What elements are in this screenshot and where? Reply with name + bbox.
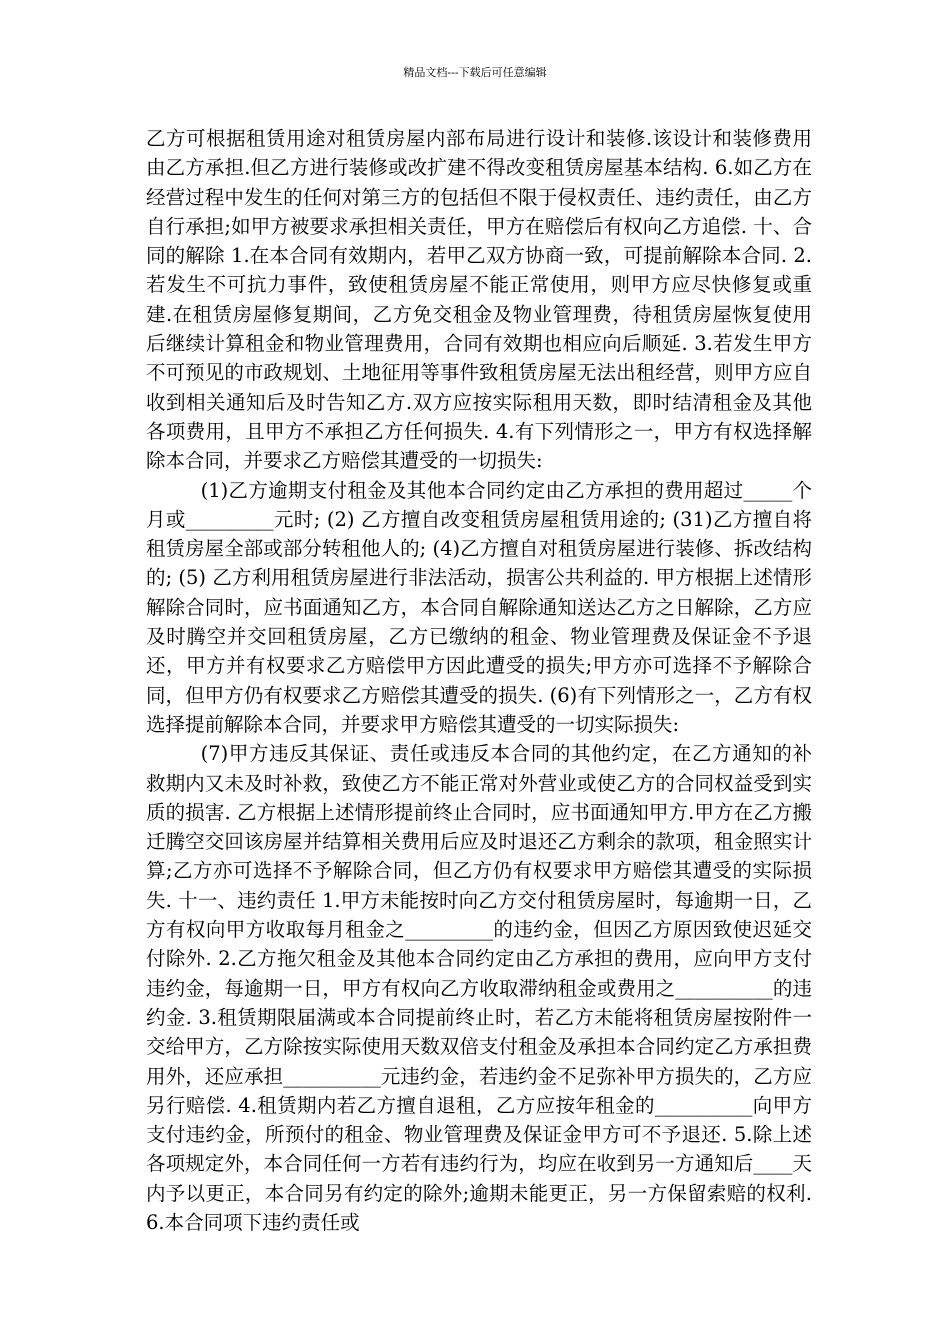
document-body bbox=[146, 124, 812, 1237]
paragraph-landlord-rights: (1)乙方逾期支付租金及其他本合同约定由乙方承担的费用超过_____个月或_________元时; (2) 乙方擅自改变租赁房屋租赁用途的; (31)乙方擅自将租赁房屋全部或部分转租他人的; (4)乙方擅自对租赁房屋进行装修、拆改结构的; (5) 乙方利用租赁房屋进行非法活动，损害公共利益的. 甲方根据上述情形解除合同时，应书面通知乙方，本合同自解除通知送达乙方之日解除，乙方应及时腾空并交回租赁房屋，乙方已缴纳的租金、物业管理费及保证金不予退还，甲方并有权要求乙方赔偿甲方因此遭受的损失;甲方亦可选择不予解除合同，但甲方仍有权要求乙方赔偿其遭受的损失. (6)有下列情形之一，乙方有权选择提前解除本合同，并要求甲方赔偿其遭受的一切实际损失: bbox=[146, 478, 812, 736]
paragraph-termination: 乙方可根据租赁用途对租赁房屋内部布局进行设计和装修.该设计和装修费用由乙方承担.但乙方进行装修或改扩建不得改变租赁房屋基本结构. 6.如乙方在经营过程中发生的任何对第三方的包括但不限于侵权责任、违约责任，由乙方自行承担;如甲方被要求承担相关责任，甲方在赔偿后有权向乙方追偿. 十、合同的解除 1.在本合同有效期内，若甲乙双方协商一致，可提前解除本合同. 2.若发生不可抗力事件，致使租赁房屋不能正常使用，则甲方应尽快修复或重建.在租赁房屋修复期间，乙方免交租金及物业管理费，待租赁房屋恢复使用后继续计算租金和物业管理费用，合同有效期也相应向后顺延. 3.若发生甲方不可预见的市政规划、土地征用等事件致租赁房屋无法出租经营，则甲方应自收到相关通知后及时告知乙方.双方应按实际租用天数，即时结清租金及其他各项费用，且甲方不承担乙方任何损失. 4.有下列情形之一，甲方有权选择解除本合同，并要求乙方赔偿其遭受的一切损失: bbox=[146, 127, 812, 473]
page-header: 精品文档---下载后可任意编辑 bbox=[403, 66, 547, 79]
paragraph-breach-liability: (7)甲方违反其保证、责任或违反本合同的其他约定，在乙方通知的补救期内又未及时补救，致使乙方不能正常对外营业或使乙方的合同权益受到实质的损害. 乙方根据上述情形提前终止合同时，应书面通知甲方.甲方在乙方搬迁腾空交回该房屋并结算相关费用后应及时退还乙方剩余的款项，租金照实计算;乙方亦可选择不予解除合同，但乙方仍有权要求甲方赔偿其遭受的实际损失. 十一、违约责任 1.甲方未能按时向乙方交付租赁房屋时，每逾期一日，乙方有权向甲方收取每月租金之_________的违约金，但因乙方原因致使迟延交付除外. 2.乙方拖欠租金及其他本合同约定由乙方承担的费用，应向甲方支付违约金，每逾期一日，甲方有权向乙方收取滞纳租金或费用之__________的违约金. 3.租赁期限届满或本合同提前终止时，若乙方未能将租赁房屋按附件一交给甲方，乙方除按实际使用天数双倍支付租金及承担本合同约定乙方承担费用外，还应承担__________元违约金，若违约金不足弥补甲方损失的，乙方应另行赔偿. 4.租赁期内若乙方擅自退租，乙方应按年租金的__________向甲方支付违约金，所预付的租金、物业管理费及保证金甲方可不予退还. 5.除上述各项规定外，本合同任何一方若有违约行为，均应在收到另一方通知后____天内予以更正，本合同另有约定的除外;逾期未能更正，另一方保留索赔的权利. 6.本合同项下违约责任或 bbox=[146, 742, 812, 1234]
